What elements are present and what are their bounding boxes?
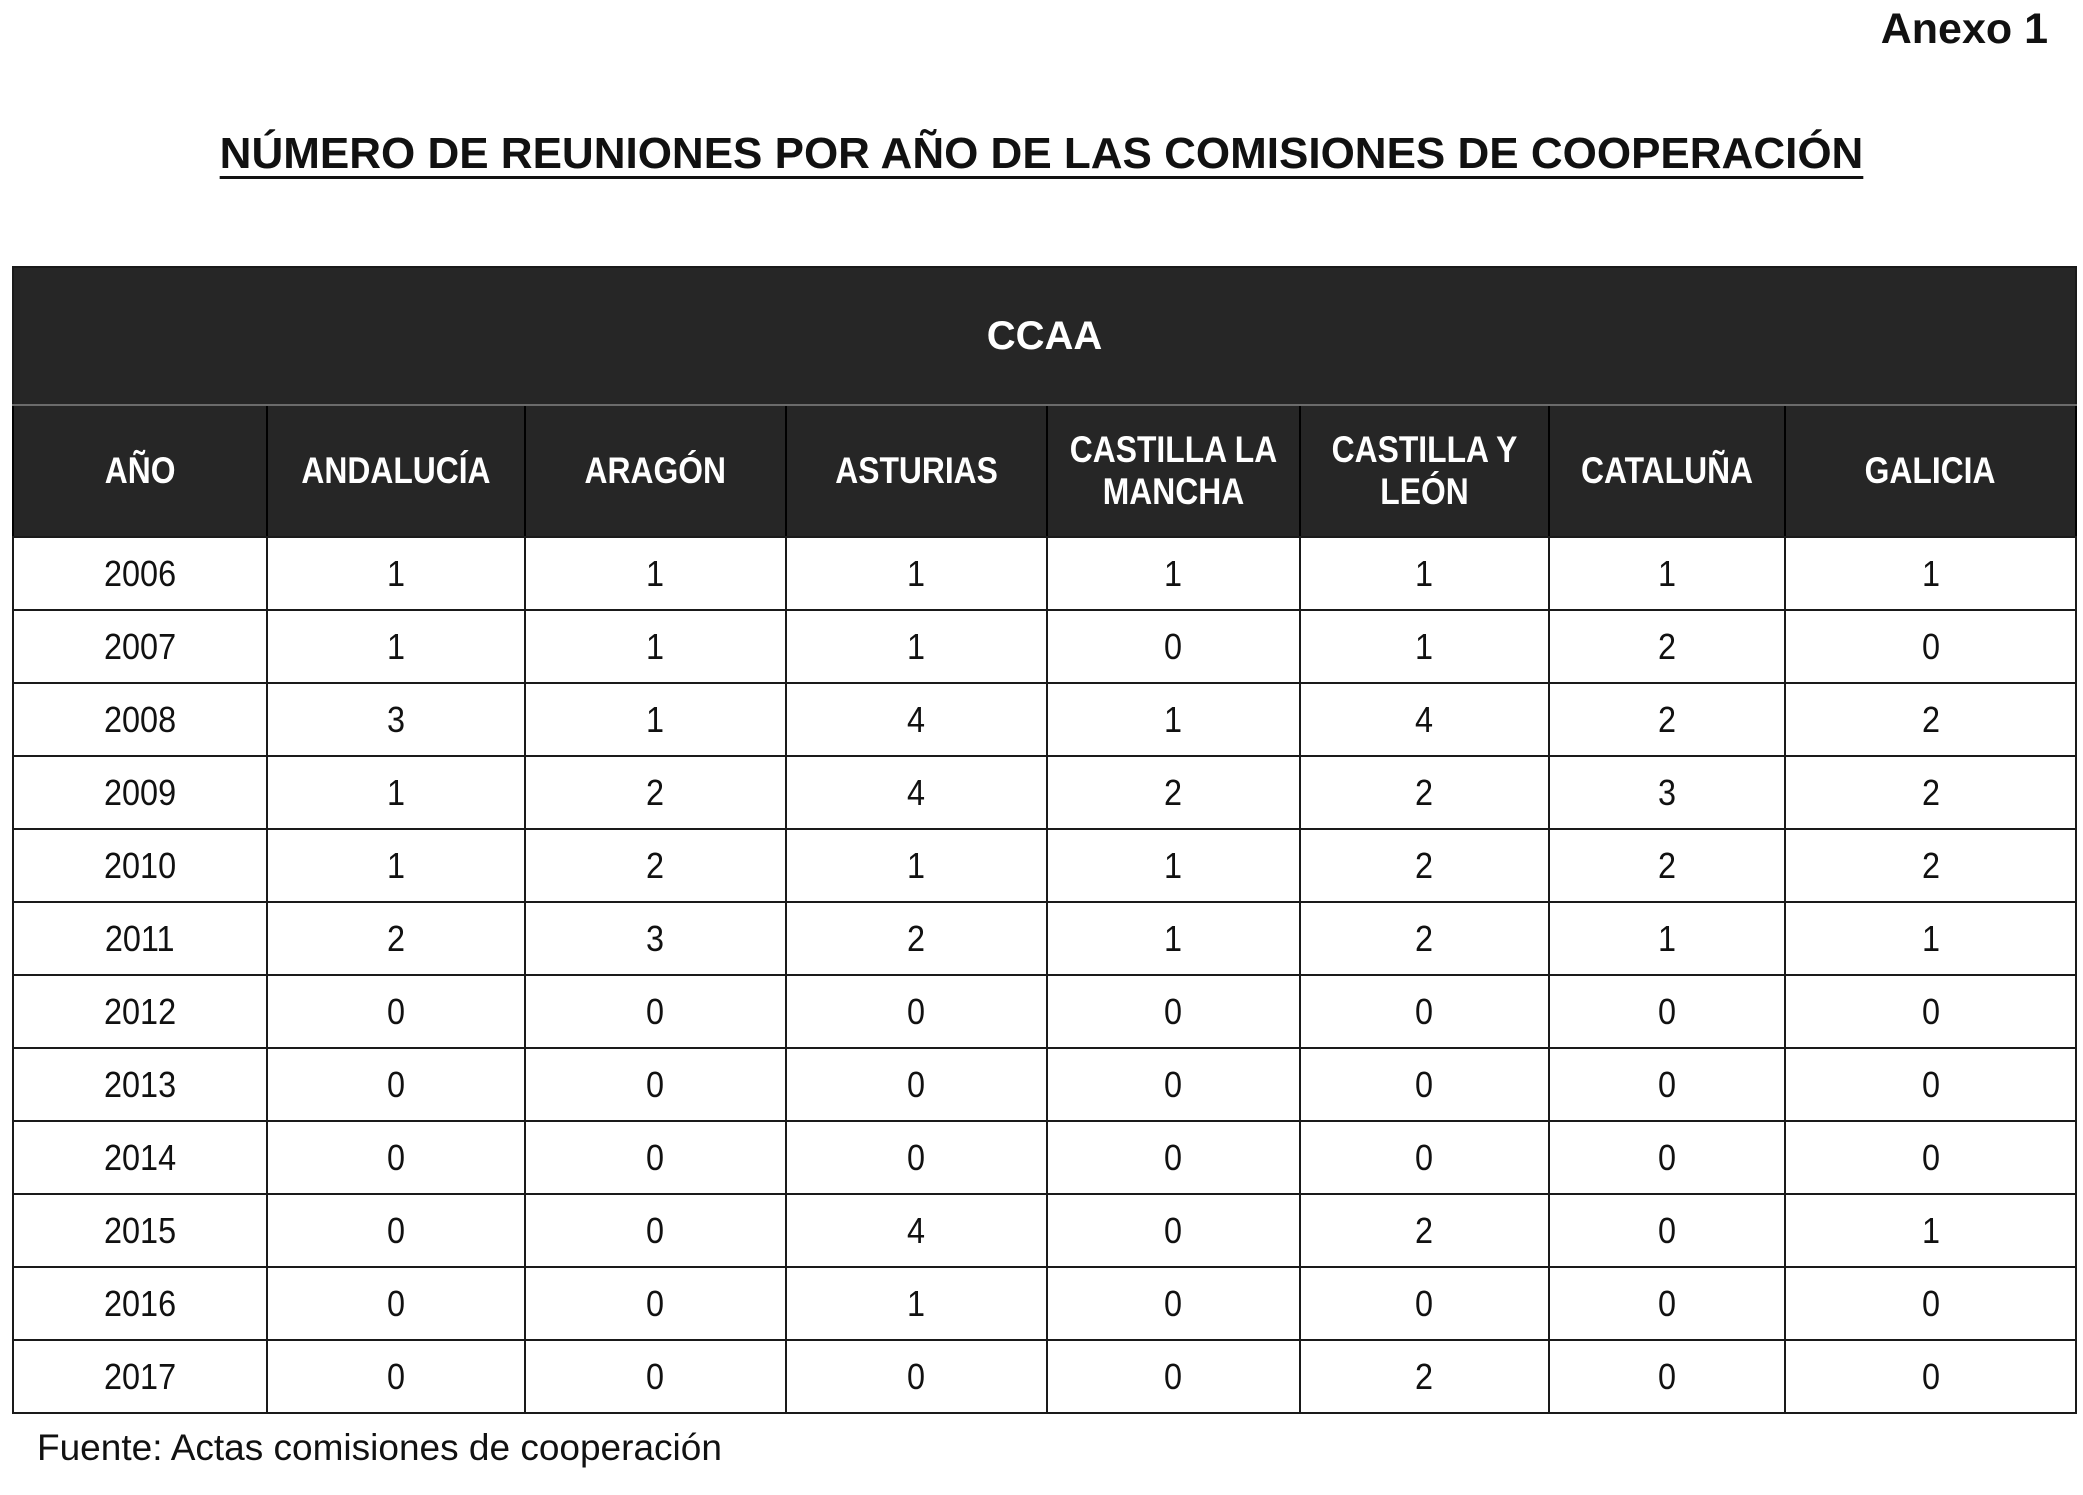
count-value: 2 xyxy=(907,917,926,959)
count-cell xyxy=(1549,975,1785,1048)
count-value: 2 xyxy=(1921,844,1940,886)
count-cell xyxy=(267,683,525,756)
count-value: 0 xyxy=(1415,1282,1434,1324)
count-cell xyxy=(1549,537,1785,610)
count-cell xyxy=(267,537,525,610)
count-cell xyxy=(1047,1194,1300,1267)
column-header xyxy=(13,405,267,537)
count-cell xyxy=(1300,683,1549,756)
count-cell xyxy=(1300,1340,1549,1413)
table-row xyxy=(13,975,2076,1048)
count-cell xyxy=(1549,683,1785,756)
table-row xyxy=(13,1121,2076,1194)
count-value: 1 xyxy=(1657,552,1677,594)
count-value: 0 xyxy=(386,1282,406,1324)
count-value: 0 xyxy=(646,990,665,1032)
count-cell xyxy=(1549,902,1785,975)
year-cell xyxy=(13,683,267,756)
count-value: 3 xyxy=(1657,771,1677,813)
count-cell xyxy=(786,975,1047,1048)
count-cell xyxy=(1549,829,1785,902)
column-header-label: GALICIA xyxy=(1865,450,1996,491)
count-cell xyxy=(1785,683,2076,756)
count-value: 0 xyxy=(1164,1136,1183,1178)
count-value: 1 xyxy=(1415,552,1434,594)
year-cell xyxy=(13,1194,267,1267)
count-value: 0 xyxy=(1164,1063,1183,1105)
count-cell xyxy=(525,683,786,756)
table-row xyxy=(13,756,2076,829)
count-value: 1 xyxy=(646,552,665,594)
count-cell xyxy=(267,1048,525,1121)
column-header xyxy=(786,405,1047,537)
count-cell xyxy=(1549,1340,1785,1413)
count-cell xyxy=(1300,537,1549,610)
meetings-table-container xyxy=(12,266,2075,1414)
count-value: 1 xyxy=(1921,1209,1940,1251)
group-header-row xyxy=(13,267,2076,405)
count-value: 0 xyxy=(386,1063,406,1105)
count-value: 0 xyxy=(1415,990,1434,1032)
count-value: 1 xyxy=(646,625,665,667)
count-value: 0 xyxy=(1657,990,1677,1032)
column-header-label: ASTURIAS xyxy=(835,450,998,491)
count-cell xyxy=(1785,829,2076,902)
table-row xyxy=(13,829,2076,902)
count-value: 0 xyxy=(1415,1136,1434,1178)
count-cell xyxy=(786,537,1047,610)
count-value: 4 xyxy=(907,1209,926,1251)
table-row xyxy=(13,683,2076,756)
count-value: 0 xyxy=(646,1355,665,1397)
count-value: 2 xyxy=(1657,698,1677,740)
count-value: 0 xyxy=(646,1209,665,1251)
count-value: 0 xyxy=(386,1355,406,1397)
count-value: 1 xyxy=(386,552,406,594)
count-value: 1 xyxy=(1164,698,1183,740)
count-value: 1 xyxy=(1921,917,1940,959)
document-title-text: NÚMERO DE REUNIONES POR AÑO DE LAS COMISIONES DE COOPERACIÓN xyxy=(219,129,1864,178)
count-cell xyxy=(1785,1340,2076,1413)
count-cell xyxy=(1047,1048,1300,1121)
table-row xyxy=(13,1267,2076,1340)
count-cell xyxy=(1047,902,1300,975)
count-cell xyxy=(525,756,786,829)
count-cell xyxy=(1785,537,2076,610)
count-value: 0 xyxy=(907,1355,926,1397)
table-row xyxy=(13,1194,2076,1267)
count-cell xyxy=(1047,975,1300,1048)
count-cell xyxy=(786,1267,1047,1340)
count-value: 0 xyxy=(646,1063,665,1105)
count-cell xyxy=(1047,1340,1300,1413)
count-cell xyxy=(1047,1121,1300,1194)
count-value: 2 xyxy=(1415,1355,1434,1397)
count-value: 0 xyxy=(1164,1355,1183,1397)
count-cell xyxy=(525,1340,786,1413)
count-cell xyxy=(1549,756,1785,829)
count-value: 2 xyxy=(1164,771,1183,813)
count-value: 0 xyxy=(1657,1136,1677,1178)
count-value: 1 xyxy=(386,625,406,667)
count-value: 0 xyxy=(1921,1282,1940,1324)
count-value: 0 xyxy=(1164,1209,1183,1251)
table-row xyxy=(13,902,2076,975)
count-value: 0 xyxy=(646,1136,665,1178)
count-value: 4 xyxy=(907,771,926,813)
count-cell xyxy=(267,829,525,902)
table-row xyxy=(13,537,2076,610)
count-value: 0 xyxy=(1657,1282,1677,1324)
year-cell xyxy=(13,756,267,829)
count-value: 1 xyxy=(907,844,926,886)
year-cell xyxy=(13,1048,267,1121)
count-value: 0 xyxy=(1415,1063,1434,1105)
count-value: 2 xyxy=(1921,771,1940,813)
count-cell xyxy=(1785,610,2076,683)
year-cell xyxy=(13,1121,267,1194)
count-value: 1 xyxy=(386,771,406,813)
year-cell xyxy=(13,975,267,1048)
year-value: 2016 xyxy=(103,1282,177,1324)
count-cell xyxy=(1300,829,1549,902)
count-value: 1 xyxy=(1164,917,1183,959)
year-value: 2017 xyxy=(103,1355,177,1397)
year-cell xyxy=(13,829,267,902)
year-cell xyxy=(13,902,267,975)
count-value: 0 xyxy=(1164,625,1183,667)
count-value: 1 xyxy=(1415,625,1434,667)
count-cell xyxy=(1300,1267,1549,1340)
count-value: 1 xyxy=(907,1282,926,1324)
count-value: 0 xyxy=(386,990,406,1032)
year-value: 2015 xyxy=(103,1209,177,1251)
count-value: 2 xyxy=(1415,844,1434,886)
count-cell xyxy=(1785,1194,2076,1267)
column-header-row xyxy=(13,405,2076,537)
count-value: 4 xyxy=(1415,698,1434,740)
count-value: 0 xyxy=(907,1063,926,1105)
count-cell xyxy=(1300,1194,1549,1267)
count-value: 0 xyxy=(386,1136,406,1178)
year-value: 2012 xyxy=(103,990,177,1032)
count-value: 1 xyxy=(646,698,665,740)
column-header xyxy=(1300,405,1549,537)
year-value: 2013 xyxy=(103,1063,177,1105)
count-cell xyxy=(1549,1048,1785,1121)
count-value: 0 xyxy=(1657,1063,1677,1105)
count-cell xyxy=(1785,756,2076,829)
count-cell xyxy=(1300,975,1549,1048)
count-value: 0 xyxy=(1921,1355,1940,1397)
column-header-label: ARAGÓN xyxy=(584,450,727,491)
year-value: 2009 xyxy=(103,771,177,813)
count-value: 1 xyxy=(1921,552,1940,594)
column-header xyxy=(267,405,525,537)
count-cell xyxy=(1785,975,2076,1048)
count-cell xyxy=(1549,1267,1785,1340)
count-cell xyxy=(1785,1121,2076,1194)
count-value: 2 xyxy=(1415,771,1434,813)
count-value: 0 xyxy=(1921,1136,1940,1178)
count-cell xyxy=(267,1194,525,1267)
year-value: 2010 xyxy=(103,844,177,886)
count-value: 0 xyxy=(646,1282,665,1324)
count-cell xyxy=(267,1340,525,1413)
count-cell xyxy=(267,1121,525,1194)
count-value: 0 xyxy=(1657,1355,1677,1397)
count-cell xyxy=(786,829,1047,902)
source-note: Fuente: Actas comisiones de cooperación xyxy=(37,1427,722,1468)
count-value: 0 xyxy=(386,1209,406,1251)
count-cell xyxy=(525,1267,786,1340)
count-cell xyxy=(1300,756,1549,829)
count-cell xyxy=(525,902,786,975)
table-row xyxy=(13,1048,2076,1121)
count-cell xyxy=(786,902,1047,975)
count-value: 1 xyxy=(1657,917,1677,959)
count-cell xyxy=(1785,1267,2076,1340)
count-value: 0 xyxy=(907,990,926,1032)
count-cell xyxy=(786,1121,1047,1194)
column-header-label: CASTILLA Y LEÓN xyxy=(1331,429,1518,512)
count-cell xyxy=(1300,610,1549,683)
table-row xyxy=(13,1340,2076,1413)
year-value: 2008 xyxy=(103,698,177,740)
column-header xyxy=(1047,405,1300,537)
year-cell xyxy=(13,1340,267,1413)
count-cell xyxy=(267,756,525,829)
year-value: 2007 xyxy=(103,625,177,667)
count-value: 0 xyxy=(907,1136,926,1178)
annex-label: Anexo 1 xyxy=(1880,5,2048,53)
count-cell xyxy=(1549,610,1785,683)
count-value: 2 xyxy=(1657,625,1677,667)
column-header-label: AÑO xyxy=(104,450,176,491)
count-cell xyxy=(1047,610,1300,683)
count-cell xyxy=(1047,683,1300,756)
count-cell xyxy=(786,683,1047,756)
count-value: 2 xyxy=(1415,1209,1434,1251)
count-cell xyxy=(1047,1267,1300,1340)
count-value: 0 xyxy=(1921,990,1940,1032)
count-cell xyxy=(267,975,525,1048)
count-cell xyxy=(1785,1048,2076,1121)
count-value: 3 xyxy=(646,917,665,959)
count-value: 2 xyxy=(386,917,406,959)
count-cell xyxy=(786,1194,1047,1267)
count-cell xyxy=(525,610,786,683)
count-cell xyxy=(267,610,525,683)
count-cell xyxy=(786,756,1047,829)
count-value: 4 xyxy=(907,698,926,740)
count-cell xyxy=(525,1121,786,1194)
count-value: 2 xyxy=(646,771,665,813)
year-cell xyxy=(13,537,267,610)
year-value: 2014 xyxy=(103,1136,177,1178)
count-cell xyxy=(786,1048,1047,1121)
count-cell xyxy=(1047,829,1300,902)
document-title xyxy=(0,128,2083,180)
year-value: 2006 xyxy=(103,552,177,594)
count-cell xyxy=(1300,902,1549,975)
year-value: 2011 xyxy=(105,917,175,959)
count-cell xyxy=(525,1194,786,1267)
count-value: 2 xyxy=(1921,698,1940,740)
year-cell xyxy=(13,610,267,683)
count-cell xyxy=(1047,537,1300,610)
table-body xyxy=(13,537,2076,1413)
count-cell xyxy=(525,1048,786,1121)
count-cell xyxy=(525,975,786,1048)
count-cell xyxy=(1785,902,2076,975)
count-value: 0 xyxy=(1657,1209,1677,1251)
column-header xyxy=(525,405,786,537)
column-header-label: CASTILLA LA MANCHA xyxy=(1069,429,1278,512)
count-value: 1 xyxy=(1164,552,1183,594)
count-cell xyxy=(1300,1048,1549,1121)
count-cell xyxy=(1549,1194,1785,1267)
count-cell xyxy=(1047,756,1300,829)
count-cell xyxy=(1300,1121,1549,1194)
count-value: 0 xyxy=(1164,990,1183,1032)
column-header-label: CATALUÑA xyxy=(1580,450,1754,491)
count-value: 2 xyxy=(1415,917,1434,959)
count-cell xyxy=(786,1340,1047,1413)
count-cell xyxy=(525,537,786,610)
count-cell xyxy=(267,1267,525,1340)
group-header-ccaa: CCAA xyxy=(13,267,2076,405)
count-value: 2 xyxy=(646,844,665,886)
count-value: 0 xyxy=(1164,1282,1183,1324)
count-value: 1 xyxy=(386,844,406,886)
column-header-label: ANDALUCÍA xyxy=(301,450,491,491)
count-value: 1 xyxy=(907,625,926,667)
count-value: 1 xyxy=(1164,844,1183,886)
count-value: 0 xyxy=(1921,625,1940,667)
count-value: 3 xyxy=(386,698,406,740)
column-header xyxy=(1785,405,2076,537)
count-value: 2 xyxy=(1657,844,1677,886)
year-cell xyxy=(13,1267,267,1340)
count-cell xyxy=(525,829,786,902)
count-value: 0 xyxy=(1921,1063,1940,1105)
table-row xyxy=(13,610,2076,683)
count-value: 1 xyxy=(907,552,926,594)
count-cell xyxy=(786,610,1047,683)
count-cell xyxy=(267,902,525,975)
meetings-table xyxy=(12,266,2077,1414)
column-header xyxy=(1549,405,1785,537)
count-cell xyxy=(1549,1121,1785,1194)
